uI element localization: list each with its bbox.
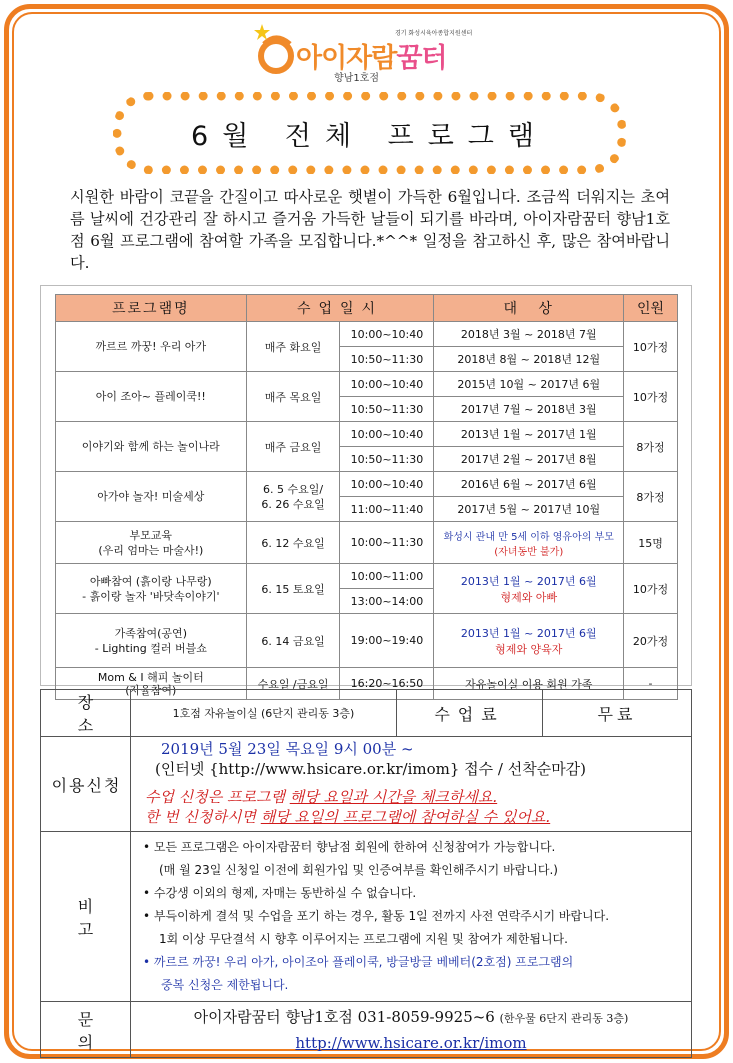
contact-main: 아이자람꿈터 향남1호점 031-8059-9925~6 [193,1007,495,1026]
title-box [113,92,626,174]
program-day: 6. 12 수요일 [246,522,340,564]
program-target: 2013년 1월 ~ 2017년 1월 [434,422,624,447]
program-time: 13:00~14:00 [340,589,434,614]
program-day: 6. 5 수요일/ 6. 26 수요일 [246,472,340,522]
header-time: 수업일시 [246,295,434,322]
notes-list [131,832,692,1002]
notes-row [41,832,692,1002]
contact-row [41,1002,692,1058]
center-name: 경기 화성시육아종합지원센터 [395,30,473,37]
program-target: 2015년 10월 ~ 2017년 6월 [434,372,624,397]
list-item: • 모든 프로그램은 아이자람꿈터 향남점 회원에 한하여 신청참여가 가능합니다. [143,840,556,854]
list-item: 중복 신청은 제한됩니다. [161,978,289,992]
program-count: 10가정 [624,372,678,422]
program-target: 2013년 1월 ~ 2017년 6월 형제와 아빠 [434,564,624,614]
brand-name: 아이자람꿈터 [296,43,447,74]
list-item: • 까르르 까꿍! 우리 아가, 아이조아 플레이쿡, 방글방글 베베터(2호점) 프로그램의 [143,955,574,969]
program-target: 2018년 3월 ~ 2018년 7월 [434,322,624,347]
program-name: 아이 조아~ 플레이쿡!! [56,372,247,422]
fee-value: 무료 [543,690,692,737]
program-target: 2017년 7월 ~ 2018년 3월 [434,397,624,422]
program-day: 매주 목요일 [246,372,340,422]
program-count: 10가정 [624,322,678,372]
program-target: 2016년 6월 ~ 2017년 6월 [434,472,624,497]
branch-name: 향남1호점 [334,73,380,84]
program-day: 6. 14 금요일 [246,614,340,668]
list-item: • 수강생 이외의 형제, 자매는 동반하실 수 없습니다. [143,886,417,900]
program-time: 10:00~10:40 [340,372,434,397]
program-count: 15명 [624,522,678,564]
page-title: 6월 전체 프로그램 [191,120,548,152]
program-count: 10가정 [624,564,678,614]
program-time: 19:00~19:40 [340,614,434,668]
program-count: - [624,668,678,700]
list-item: 1회 이상 무단결석 시 향후 이루어지는 프로그램에 지원 및 참여가 제한됩니다. [159,932,568,946]
program-count: 8가정 [624,422,678,472]
place-label: 장 소 [41,690,131,737]
program-time: 11:00~11:40 [340,497,434,522]
table-row [56,614,678,668]
list-item: (매 월 23일 신청일 이전에 회원가입 및 인증여부를 확인해주시기 바랍니다.) [159,863,558,877]
logo [250,22,500,84]
header-target: 대 상 [434,295,624,322]
program-time: 16:20~16:50 [340,668,434,700]
fee-label: 수업료 [397,690,543,737]
apply-url-line: (인터넷 {http://www.hsicare.or.kr/imom} 접수 / 선착순마감) [155,760,587,778]
table-row [56,372,678,397]
program-time: 10:50~11:30 [340,397,434,422]
info-table [40,689,692,1058]
apply-date: 2019년 5월 23일 목요일 9시 00분 ~ [161,740,414,758]
table-row [56,472,678,497]
list-item: • 부득이하게 결석 및 수업을 포기 하는 경우, 활동 1일 전까지 사전 연락주시기 바랍니다. [143,909,610,923]
program-time: 10:50~11:30 [340,447,434,472]
program-time: 10:50~11:30 [340,347,434,372]
intro-text: 시원한 바람이 코끝을 간질이고 따사로운 햇볕이 가득한 6월입니다. 조금씩 더워지는 초여름 날씨에 건강관리 잘 하시고 즐거움 가득한 날들이 되기를 바라며, 아이자람꿈터 향남1호점 6월 프로그램에 참여할 가족을 모집합니다.*^^* 일정을 참고하신 후, 많은 참여바랍니다. [70,188,670,272]
program-target: 2017년 2월 ~ 2017년 8월 [434,447,624,472]
program-name: 이야기와 함께 하는 놀이나라 [56,422,247,472]
program-name: 까르르 까꿍! 우리 아가 [56,322,247,372]
program-time: 10:00~10:40 [340,422,434,447]
table-row [56,322,678,347]
program-name-mom: Mom & I 해피 놀이터 (자율참여) [56,668,247,700]
program-target: 2013년 1월 ~ 2017년 6월 형제와 양육자 [434,614,624,668]
schedule-frame [40,285,692,697]
program-name-parent-edu: 부모교육 (우리 엄마는 마술사!) [56,522,247,564]
program-time: 10:00~11:30 [340,522,434,564]
program-count: 8가정 [624,472,678,522]
program-day: 6. 15 토요일 [246,564,340,614]
table-row [56,564,678,589]
header-count: 인원 [624,295,678,322]
apply-row [41,737,692,832]
notes-label: 비 고 [41,832,131,1002]
table-row [56,422,678,447]
apply-label: 이용신청 [41,737,131,832]
program-time: 10:00~11:00 [340,564,434,589]
contact-address: (한우물 6단지 관리동 3층) [499,1011,629,1025]
program-target: 화성시 관내 만 5세 이하 영유아의 부모 (자녀동반 불가) [434,522,624,564]
program-target: 자유놀이실 이용 회원 가족 [434,668,624,700]
program-day: 매주 금요일 [246,422,340,472]
program-target: 2018년 8월 ~ 2018년 12월 [434,347,624,372]
program-target: 2017년 5월 ~ 2017년 10월 [434,497,624,522]
table-row [56,522,678,564]
place-row [41,690,692,737]
program-name: 아가야 놀자! 미술세상 [56,472,247,522]
header-program: 프로그램명 [56,295,247,322]
apply-warning: 수업 신청은 프로그램 해당 요일과 시간을 체크하세요. 한 번 신청하시면 해당 요일의 프로그램에 참여하실 수 있어요. [145,788,551,826]
program-day: 매주 화요일 [246,322,340,372]
program-name-family: 가족참여(공연) - Lighting 컬러 버블쇼 [56,614,247,668]
contact-label: 문 의 [41,1002,131,1058]
contact-url-link[interactable]: http://www.hsicare.or.kr/imom [295,1033,527,1052]
contact-details [131,1002,692,1058]
program-time: 10:00~10:40 [340,322,434,347]
program-time: 10:00~10:40 [340,472,434,497]
program-count: 20가정 [624,614,678,668]
apply-details [131,737,692,832]
schedule-header-row [56,295,678,322]
program-name-dad: 아빠참여 (흙이랑 나무랑) - 흙이랑 놀자 '바닷속이야기' [56,564,247,614]
program-day: 수요일 /금요일 [246,668,340,700]
place-value: 1호점 자유놀이실 (6단지 관리동 3층) [131,690,397,737]
schedule-table [55,294,678,700]
